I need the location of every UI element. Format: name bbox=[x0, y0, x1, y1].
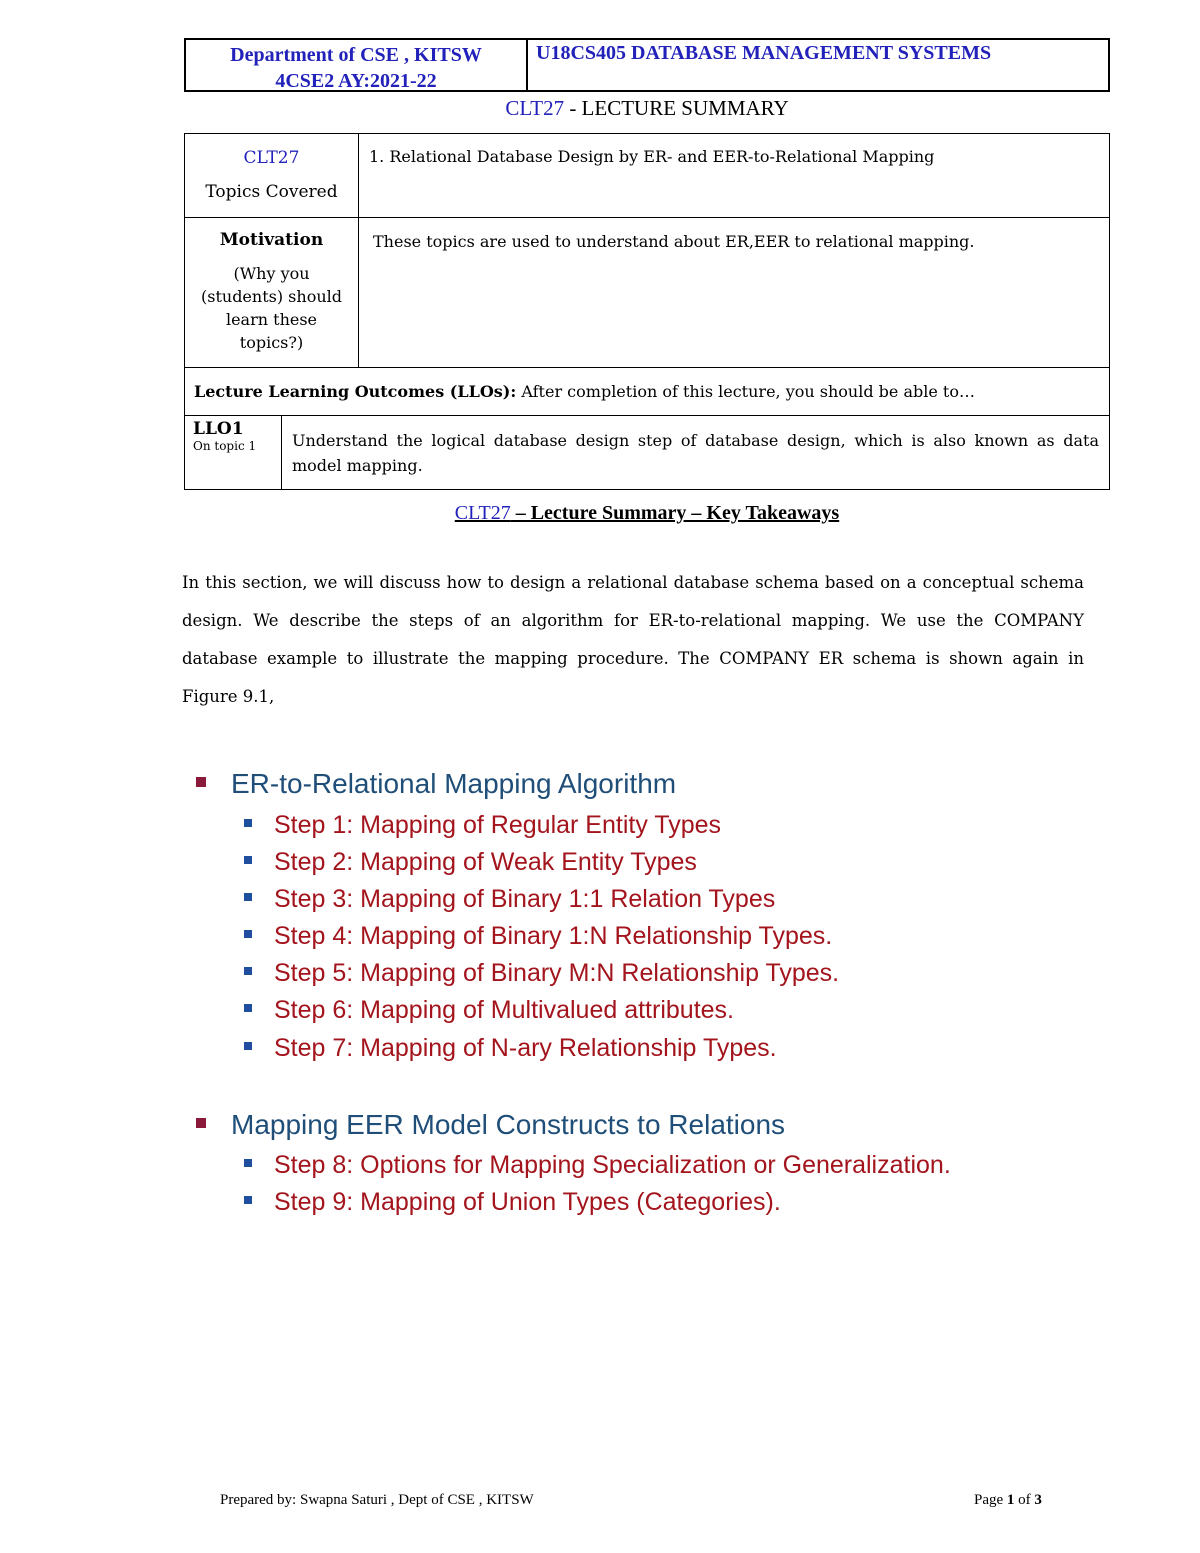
topics-row bbox=[185, 134, 1109, 218]
list-item bbox=[244, 1188, 781, 1217]
page-number bbox=[974, 1492, 1042, 1509]
motivation-subtitle: (Why you (students) should learn these topics?) bbox=[201, 264, 342, 352]
group2-title: Mapping EER Model Constructs to Relations bbox=[231, 1109, 786, 1140]
page-title bbox=[0, 96, 1200, 121]
list-item bbox=[244, 959, 839, 988]
page-prefix: Page bbox=[974, 1492, 1007, 1508]
motivation-row bbox=[185, 218, 1109, 368]
square-bullet-icon bbox=[244, 1159, 252, 1167]
list-item bbox=[244, 811, 721, 840]
square-bullet-icon bbox=[244, 930, 252, 938]
square-bullet-icon bbox=[244, 893, 252, 901]
llo-id-cell bbox=[185, 416, 282, 489]
list-item bbox=[244, 922, 832, 951]
square-bullet-icon bbox=[196, 777, 206, 787]
step-text: Step 2: Mapping of Weak Entity Types bbox=[274, 848, 697, 876]
square-bullet-icon bbox=[244, 1042, 252, 1050]
step-text: Step 7: Mapping of N-ary Relationship Types. bbox=[274, 1034, 777, 1062]
square-bullet-icon bbox=[244, 819, 252, 827]
list-item bbox=[244, 848, 697, 877]
square-bullet-icon bbox=[196, 1118, 206, 1128]
llo-id: LLO1 bbox=[193, 419, 244, 439]
group1-heading bbox=[196, 768, 676, 800]
motivation-label: Motivation bbox=[219, 230, 324, 250]
intro-paragraph: In this section, we will discuss how to design a relational database schema based on a conceptual schema design. We describe the steps of an algorithm for ER-to-relational mapping. We use the COMPANY database example to illustrate the mapping procedure. The COMPANY ER schema is shown again in Figure 9.1, bbox=[182, 573, 1084, 706]
group2-heading bbox=[196, 1109, 785, 1141]
class-year: 4CSE2 AY:2021-22 bbox=[275, 70, 437, 92]
step-text: Step 8: Options for Mapping Specialization or Generalization. bbox=[274, 1151, 951, 1179]
department-cell bbox=[186, 40, 528, 90]
section-code: CLT27 bbox=[454, 502, 511, 524]
llo-topic: On topic 1 bbox=[193, 439, 257, 453]
llo-heading bbox=[185, 382, 975, 401]
topics-label: Topics Covered bbox=[205, 182, 338, 202]
llo-heading-text: After completion of this lecture, you should be able to… bbox=[516, 382, 975, 401]
square-bullet-icon bbox=[244, 856, 252, 864]
step-text: Step 1: Mapping of Regular Entity Types bbox=[274, 811, 722, 839]
topics-code: CLT27 bbox=[243, 148, 300, 168]
step-text: Step 9: Mapping of Union Types (Categories). bbox=[274, 1188, 781, 1216]
department-name: Department of CSE , KITSW bbox=[230, 44, 482, 66]
step-text: Step 3: Mapping of Binary 1:1 Relation Types bbox=[274, 885, 776, 913]
page-total: 3 bbox=[1034, 1492, 1042, 1508]
llo-heading-row bbox=[185, 368, 1109, 416]
section-heading bbox=[0, 502, 1200, 525]
list-item bbox=[244, 996, 734, 1025]
square-bullet-icon bbox=[244, 1004, 252, 1012]
square-bullet-icon bbox=[244, 967, 252, 975]
document-header bbox=[184, 38, 1110, 92]
title-code: CLT27 bbox=[505, 96, 565, 120]
list-item bbox=[244, 1034, 777, 1063]
motivation-label-cell bbox=[185, 218, 359, 367]
step-text: Step 4: Mapping of Binary 1:N Relationship Types. bbox=[274, 922, 833, 950]
llo-heading-bold: Lecture Learning Outcomes (LLOs): bbox=[194, 382, 517, 401]
title-text: - LECTURE SUMMARY bbox=[564, 96, 789, 120]
llo-row bbox=[185, 416, 1109, 489]
motivation-text: These topics are used to understand about ER,EER to relational mapping. bbox=[373, 232, 975, 251]
course-title: U18CS405 DATABASE MANAGEMENT SYSTEMS bbox=[536, 42, 992, 64]
topics-label-cell bbox=[185, 134, 359, 217]
group1-title: ER-to-Relational Mapping Algorithm bbox=[231, 768, 677, 799]
step-text: Step 6: Mapping of Multivalued attributes. bbox=[274, 996, 734, 1024]
square-bullet-icon bbox=[244, 1196, 252, 1204]
page-current: 1 bbox=[1006, 1492, 1015, 1508]
list-item bbox=[244, 1151, 951, 1180]
lecture-summary-table bbox=[184, 133, 1110, 490]
list-item bbox=[244, 885, 775, 914]
section-title: – Lecture Summary – Key Takeaways bbox=[510, 502, 840, 524]
page-of: of bbox=[1014, 1492, 1035, 1508]
footer-prepared-by: Prepared by: Swapna Saturi , Dept of CSE , KITSW bbox=[220, 1492, 534, 1508]
llo-text: Understand the logical database design step of database design, which is also known as data model mapping. bbox=[292, 431, 1099, 475]
topics-text: 1. Relational Database Design by ER- and EER-to-Relational Mapping bbox=[369, 147, 935, 166]
step-text: Step 5: Mapping of Binary M:N Relationship Types. bbox=[274, 959, 840, 987]
